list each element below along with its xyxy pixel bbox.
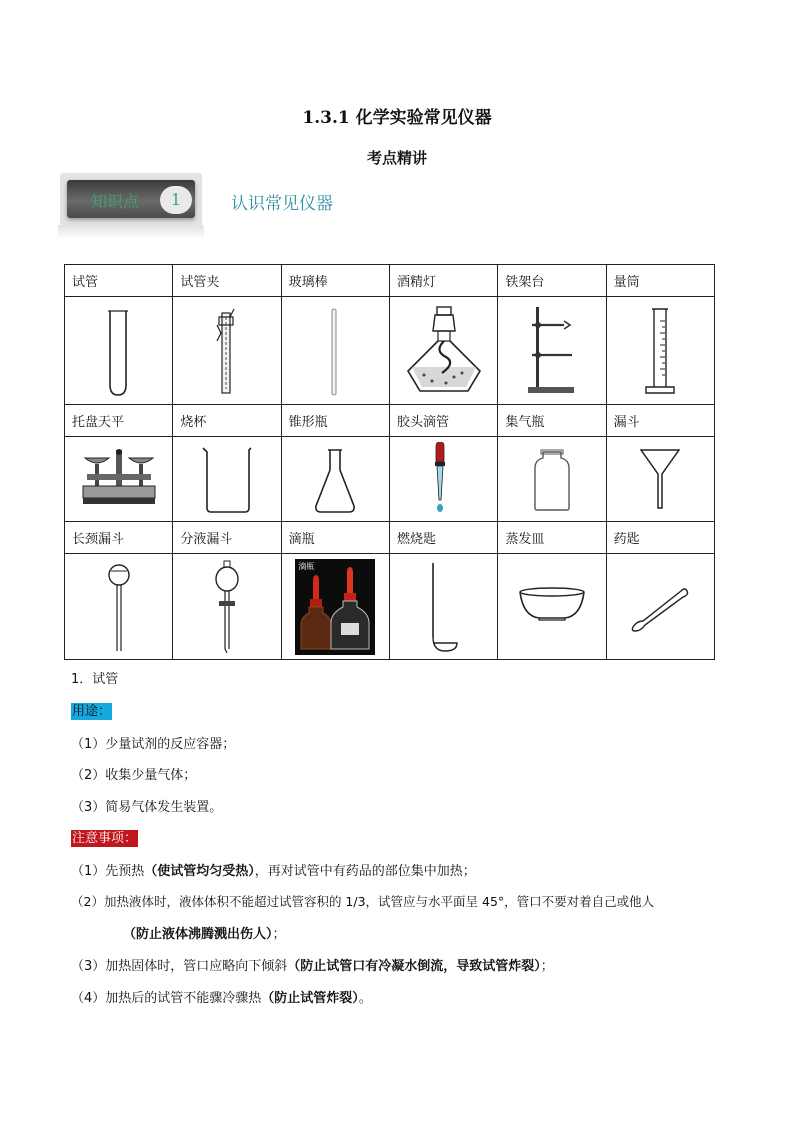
knowledge-badge-shadow xyxy=(58,225,204,239)
caution-item-3 xyxy=(71,955,554,974)
knowledge-heading: 认识常见仪器 xyxy=(231,194,333,214)
equipment-name: 酒精灯 xyxy=(389,265,497,297)
equipment-name: 量筒 xyxy=(606,265,714,297)
test-tube-clamp-drawing xyxy=(173,297,281,405)
equipment-name: 试管 xyxy=(65,265,173,297)
equipment-name: 烧杯 xyxy=(173,405,281,437)
beaker-drawing xyxy=(173,437,281,522)
equipment-name: 蒸发皿 xyxy=(498,522,606,554)
iron-stand-drawing xyxy=(498,297,606,405)
equipment-name: 药匙 xyxy=(606,522,714,554)
erlenmeyer-flask-drawing xyxy=(281,437,389,522)
caution-text: （4）加热后的试管不能骤冷骤热 xyxy=(71,991,262,1006)
caution-tag: 注意事项： xyxy=(72,831,138,846)
section-heading: 1．试管 xyxy=(71,672,119,687)
equipment-name: 分液漏斗 xyxy=(173,522,281,554)
caution-text: ； xyxy=(272,927,286,942)
medicine-spoon-drawing xyxy=(606,554,714,660)
caution-text: ； xyxy=(540,959,554,974)
evaporating-dish-drawing xyxy=(498,554,606,660)
equipment-name: 托盘天平 xyxy=(65,405,173,437)
equipment-name: 试管夹 xyxy=(173,265,281,297)
knowledge-badge-number: 1 xyxy=(160,186,192,214)
knowledge-badge-label: 知识点 xyxy=(91,192,140,211)
equipment-name: 燃烧匙 xyxy=(389,522,497,554)
equipment-name: 滴瓶 xyxy=(281,522,389,554)
document-title: 1.3.1 化学实验常见仪器 xyxy=(302,108,492,128)
long-neck-funnel-drawing xyxy=(65,554,173,660)
combustion-spoon-drawing xyxy=(389,554,497,660)
caution-emphasis: （防止试管炸裂） xyxy=(261,991,359,1006)
caution-text: （3）加热固体时，管口应略向下倾斜 xyxy=(71,959,288,974)
caution-tag-line xyxy=(71,827,138,846)
dropping-bottle-photo xyxy=(295,559,375,655)
caution-item-1 xyxy=(71,860,476,879)
glass-rod-drawing xyxy=(281,297,389,405)
caution-item-2-cont xyxy=(123,923,286,942)
gas-collecting-bottle-drawing xyxy=(498,437,606,522)
caution-text: ，再对试管中有药品的部位集中加热； xyxy=(254,864,476,879)
equipment-name: 漏斗 xyxy=(606,405,714,437)
graduated-cylinder-drawing xyxy=(606,297,714,405)
dropping-bottle-photo-cell xyxy=(281,554,389,660)
use-tag: 用途： xyxy=(72,704,112,719)
photo-label: 滴瓶 xyxy=(298,561,315,571)
dropper-drawing xyxy=(389,437,497,522)
separatory-funnel-drawing xyxy=(173,554,281,660)
funnel-drawing xyxy=(606,437,714,522)
caution-item-2: （2）加热液体时，液体体积不能超过试管容积的 1/3，试管应与水平面呈 45°，管口不要对着自己或他人 xyxy=(71,894,655,909)
equipment-name: 集气瓶 xyxy=(498,405,606,437)
equipment-name: 长颈漏斗 xyxy=(65,522,173,554)
alcohol-lamp-drawing xyxy=(389,297,497,405)
use-item: （1）少量试剂的反应容器； xyxy=(71,737,236,752)
caution-item-4 xyxy=(71,987,372,1006)
use-item: （3）简易气体发生装置。 xyxy=(71,800,223,815)
section-subtitle: 考点精讲 xyxy=(366,149,427,167)
equipment-name: 胶头滴管 xyxy=(389,405,497,437)
use-item: （2）收集少量气体； xyxy=(71,768,197,783)
use-tag-line xyxy=(71,700,112,719)
caution-text: 。 xyxy=(358,991,372,1006)
caution-emphasis: （防止试管口有冷凝水倒流，导致试管炸裂） xyxy=(287,959,541,974)
equipment-name: 锥形瓶 xyxy=(281,405,389,437)
caution-text: （1）先预热 xyxy=(71,864,145,879)
caution-emphasis: （防止液体沸腾溅出伤人） xyxy=(123,927,273,942)
caution-emphasis: （使试管均匀受热） xyxy=(144,864,255,879)
equipment-name: 铁架台 xyxy=(498,265,606,297)
test-tube-drawing xyxy=(65,297,173,405)
equipment-name: 玻璃棒 xyxy=(281,265,389,297)
equipment-table xyxy=(64,264,715,660)
tray-balance-drawing xyxy=(65,437,173,522)
